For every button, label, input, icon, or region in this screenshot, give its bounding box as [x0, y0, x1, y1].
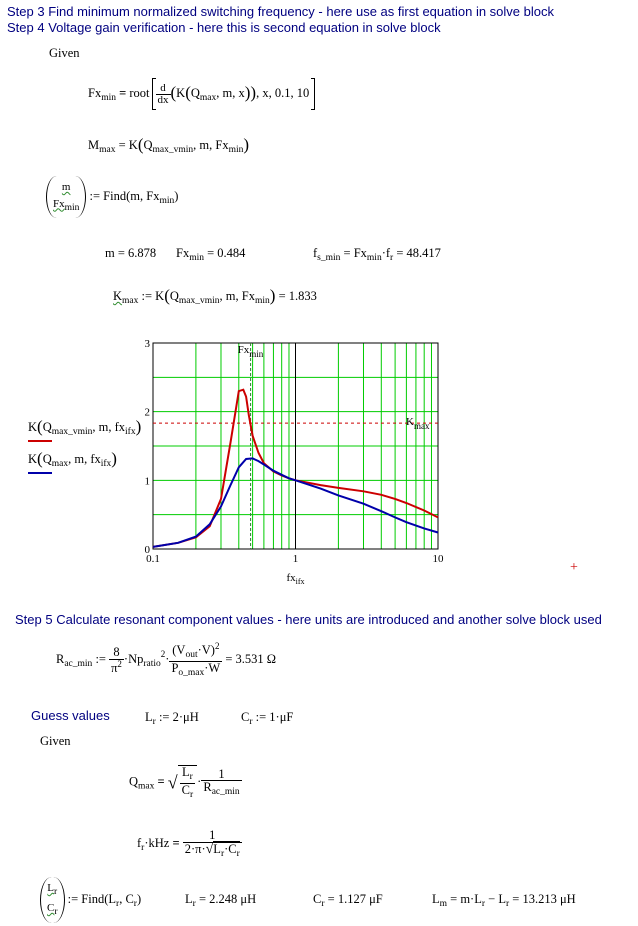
mmax-equation[interactable]: $M_{max} = K(Q_{max\_vmin}$, m, $Fx_{min}$): [88, 135, 250, 155]
qmax-constraint[interactable]: $Q_{max}$ = √ $\frac{L_r}{C_r}$ · $\frac{1}{R_{ac\_min}}$: [129, 765, 240, 800]
lr-guess[interactable]: $L_r$ := 2·μH: [145, 710, 199, 727]
y-tick-label: 1: [144, 475, 150, 488]
y-tick-label: 0: [144, 544, 150, 556]
find-m-fxmin[interactable]: m Fxmin := Find(m, $Fx_{min}$): [46, 176, 178, 218]
x-tick-label: 10: [432, 553, 444, 565]
legend-item-blue: $K(Q_{max}$, m, $fx_{ifx}$): [28, 449, 117, 469]
marker-label-kmax: $K_{max}$: [406, 416, 430, 432]
fxmin-root-equation[interactable]: $Fx_{min}$ = root $\frac{d}{dx}$ ($K(Q_{max}$, m, x)), x, 0.1, 10: [88, 78, 315, 110]
y-tick-label: 3: [144, 338, 150, 350]
legend-item-red: $K(Q_{max\_vmin}$, m, $fx_{ifx}$): [28, 417, 142, 437]
x-axis-label: $fx_{ifx}$: [286, 572, 305, 586]
lm-result: $L_m = m\cdot L_r - L_r = 13.213$ μH: [432, 892, 576, 909]
lr-result: $L_r = 2.248$ μH: [185, 892, 257, 909]
guess-values-label: Guess values: [31, 708, 110, 723]
fxmin-result: $Fx_{min} = 0.484$: [176, 246, 246, 263]
kmax-result: $K_{max}$ := $K(Q_{max\_vmin}$, m, $Fx_{min}) = 1.833$: [113, 286, 317, 306]
given-label-1: Given: [49, 46, 80, 60]
rac-min-equation[interactable]: $R_{ac\_min}$ := $\frac{8}{\pi^2}$ $\cdot Np_{ratio}^2\cdot$ $\frac{(V_{out}\cdot V)^2}{P_{o\_max}\cdot W}$ = 3.531 Ω: [56, 641, 277, 678]
step4-heading: Step 4 Voltage gain verification - here this is second equation in solve block: [7, 20, 441, 35]
step5-heading: Step 5 Calculate resonant component values - here units are introduced and another solve block used: [15, 612, 602, 627]
x-tick-label: 0.1: [146, 553, 160, 565]
legend-swatch-blue: [28, 472, 52, 474]
cursor-crosshair-icon: +: [570, 560, 578, 575]
y-tick-label: 2: [144, 406, 150, 419]
cr-result: $C_r = 1.127$ μF: [313, 892, 383, 909]
x-tick-label: 1: [292, 553, 299, 565]
m-result: m = 6.878: [105, 246, 157, 260]
cr-guess[interactable]: $C_r$ := 1·μF: [241, 710, 294, 727]
legend-swatch-red: [28, 440, 52, 442]
marker-label-fxmin: $Fx_{min}$: [237, 344, 264, 359]
find-lr-cr[interactable]: $\frac{Lr}{Cr}$ := $Find(L_r$, $C_r$): [40, 877, 141, 923]
fr-constraint[interactable]: $f_r\cdot kHz$ = $\frac{1}{2\cdot\pi\cdot√L_r\cdot C_r}$: [137, 828, 240, 859]
given-label-2: Given: [40, 734, 71, 748]
step3-heading: Step 3 Find minimum normalized switching frequency - here use as first equation in solve block: [7, 4, 554, 19]
fs-min-result: $f_{s\_min} = Fx_{min}\cdot f_r = 48.417$: [313, 246, 441, 263]
